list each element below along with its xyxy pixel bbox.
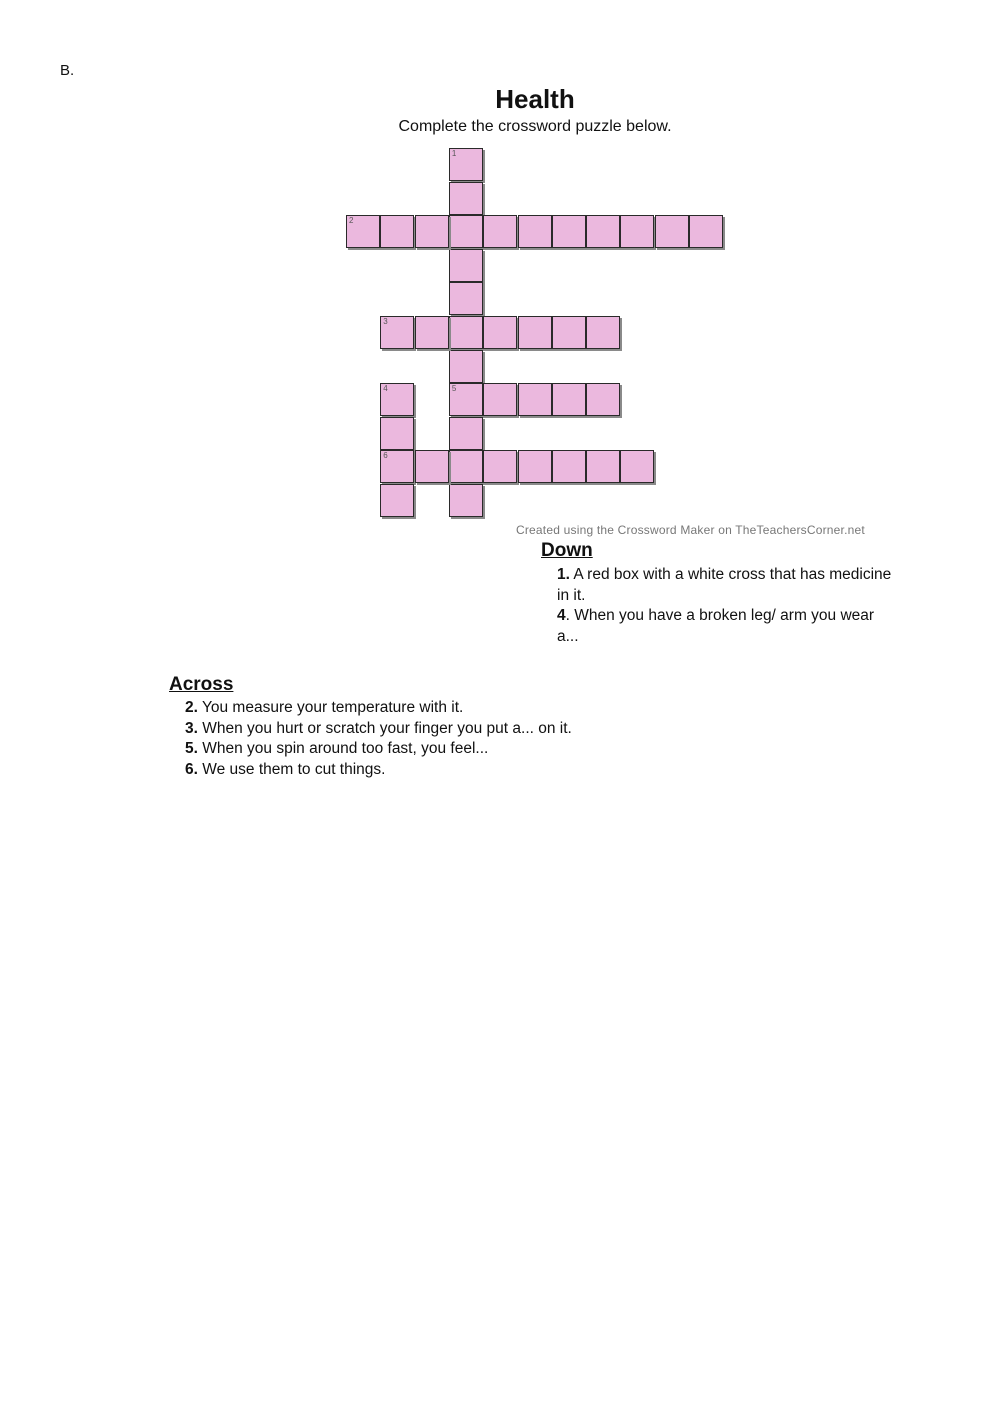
crossword-cell[interactable] (449, 215, 483, 248)
crossword-cell[interactable] (655, 215, 689, 248)
crossword-cell[interactable] (449, 316, 483, 349)
crossword-cell[interactable] (380, 383, 414, 416)
crossword-grid (0, 0, 1000, 560)
crossword-cell[interactable] (518, 316, 552, 349)
down-heading: Down (541, 540, 593, 561)
down-clue (557, 606, 897, 647)
crossword-cell[interactable] (552, 215, 586, 248)
crossword-cell[interactable] (449, 282, 483, 315)
crossword-cell[interactable] (483, 215, 517, 248)
clue-text: You measure your temperature with it. (201, 699, 464, 716)
crossword-cell[interactable] (518, 383, 552, 416)
across-clue (185, 739, 625, 760)
across-clue (185, 698, 625, 719)
cell-number: 1 (451, 149, 457, 158)
crossword-cell[interactable] (483, 383, 517, 416)
crossword-cell[interactable] (449, 182, 483, 215)
crossword-cell[interactable] (586, 450, 620, 483)
crossword-cell[interactable] (552, 316, 586, 349)
cell-number: 5 (451, 384, 457, 394)
crossword-cell[interactable] (518, 450, 552, 483)
clue-text: We use them to cut things. (202, 760, 386, 778)
cell-number: 4 (383, 384, 388, 394)
crossword-cell[interactable] (449, 484, 483, 517)
crossword-cell[interactable] (415, 450, 449, 483)
clue-text: When you spin around too fast, you feel... (202, 740, 489, 757)
crossword-cell[interactable] (449, 450, 483, 483)
credit-line: Created using the Crossword Maker on TheTeachersCorner.net (516, 523, 865, 537)
crossword-cell[interactable] (380, 450, 414, 483)
clue-text: When you hurt or scratch your finger you put a... on it. (202, 719, 572, 737)
crossword-cell[interactable] (518, 215, 552, 248)
crossword-cell[interactable] (380, 215, 414, 248)
crossword-cell[interactable] (483, 316, 517, 349)
clue-text: A red box with a white cross that has medicine in it. (557, 566, 892, 604)
clue-text: . When you have a broken leg/ arm you wear a... (557, 607, 875, 645)
crossword-cell[interactable] (449, 350, 483, 383)
puzzle-title: Health (495, 84, 575, 114)
section-label: B. (60, 62, 75, 79)
clue-number: 5. (185, 740, 198, 757)
crossword-cell[interactable] (552, 450, 586, 483)
across-clue (185, 719, 625, 740)
across-clue-list (185, 698, 625, 780)
clue-number: 4 (557, 607, 566, 624)
crossword-cell[interactable] (620, 450, 654, 483)
clue-number: 6. (185, 760, 198, 778)
crossword-cell[interactable] (346, 215, 380, 248)
crossword-cell[interactable] (620, 215, 654, 248)
crossword-cell[interactable] (449, 148, 483, 181)
crossword-cell[interactable] (449, 417, 483, 450)
down-clue-list (557, 565, 897, 647)
crossword-cell[interactable] (415, 316, 449, 349)
clue-number: 3. (185, 719, 198, 737)
crossword-cell[interactable] (586, 215, 620, 248)
puzzle-instructions: Complete the crossword puzzle below. (398, 118, 672, 135)
crossword-cell[interactable] (552, 383, 586, 416)
clue-number: 2. (185, 699, 198, 716)
crossword-cell[interactable] (689, 215, 723, 248)
crossword-cell[interactable] (415, 215, 449, 248)
crossword-cell[interactable] (380, 484, 414, 517)
cell-number: 2 (349, 216, 354, 226)
down-clue (557, 565, 897, 606)
crossword-cell[interactable] (449, 383, 483, 416)
crossword-cell[interactable] (380, 316, 414, 349)
crossword-cell[interactable] (380, 417, 414, 450)
cell-number: 6 (383, 451, 388, 461)
cell-number: 3 (383, 317, 388, 326)
across-heading: Across (169, 674, 234, 695)
crossword-cell[interactable] (586, 383, 620, 416)
crossword-cell[interactable] (483, 450, 517, 483)
crossword-cell[interactable] (586, 316, 620, 349)
across-clue (185, 760, 625, 781)
crossword-cell[interactable] (449, 249, 483, 282)
clue-number: 1. (557, 566, 570, 583)
